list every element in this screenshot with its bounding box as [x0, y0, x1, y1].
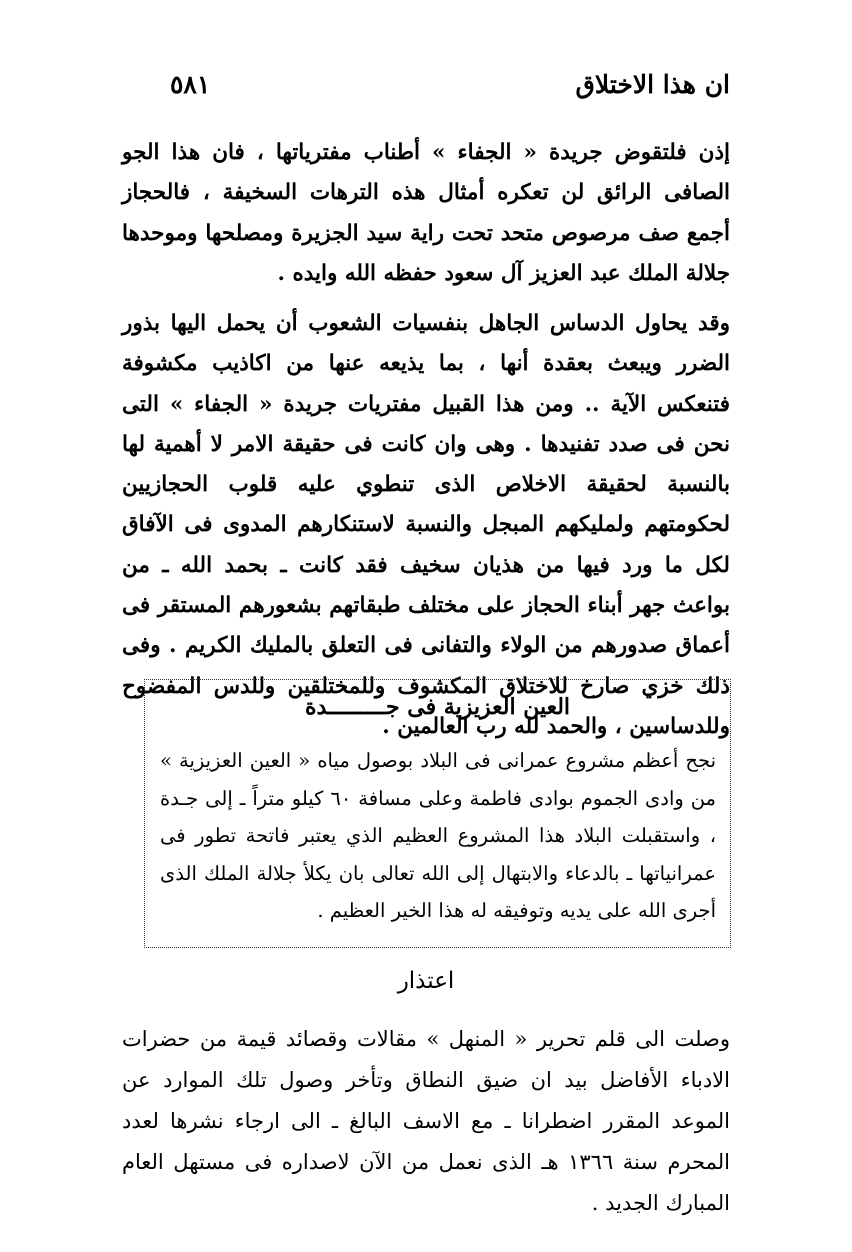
news-box	[144, 679, 731, 948]
running-title: ان هذا الاختلاق	[575, 69, 730, 99]
body-paragraph-1: إذن فلتقوض جريدة « الجفاء » أطناب مفترياتها ، فان هذا الجو الصافى الرائق لن تعكره أمثال هذه الترهات السخيفة ، فالحجاز أجمع صف مرصوص متحد تحت راية سيد الجزيرة ومصلحها وموحدها جلالة الملك عبد العزيز آل سعود حفظه الله وايده .	[122, 140, 730, 286]
news-box-title: العين العزيزية فى جـــــــــدة	[304, 694, 571, 720]
apology-paragraph: وصلت الى قلم تحرير « المنهل » مقالات وقصائد قيمة من حضرات الادباء الأفاضل بيد ان ضيق النطاق وتأخر وصول تلك الموارد عن الموعد المقرر اضطرانا ـ مع الاسف البالغ ـ الى ارجاء نشرها لعدد المحرم سنة ١٣٦٦ هـ الذى نعمل من الآن لاصداره فى مستهل العام المبارك الجديد .	[122, 1027, 730, 1215]
news-box-text: نجح أعظم مشروع عمرانى فى البلاد بوصول مياه « العين العزيزية » من وادى الجموم بوادى فاطمة وعلى مسافة ٦٠ كيلو متراً ـ إلى جـدة ، واستقبلت البلاد هذا المشروع العظيم الذي يعتبر فاتحة تطور فى عمرانياتها ـ بالدعاء والابتهال إلى الله تعالى بان يكلأ جلالة الملك الذى أجرى الله على يديه وتوفيقه له هذا الخير العظيم .	[160, 749, 716, 923]
body-paragraph-2: وقد يحاول الدساس الجاهل بنفسيات الشعوب أن يحمل اليها بذور الضرر ويبعث بعقدة أنها ، بما يذيعه عنها من اكاذيب مكشوفة فتنعكس الآية .. ومن هذا القبيل مفتريات جريدة « الجفاء » التى نحن فى صدد تفنيدها . وهى وان كانت فى حقيقة الامر لا أهمية لها بالنسبة لحقيقة الاخلاص الذى تنطوي عليه قلوب الحجازيين لحكومتهم ولمليكهم المبجل والنسبة لاستنكارهم المدوى فى الآفاق لكل ما ورد فيها من هذيان سخيف فقد كانت ـ بحمد الله ـ من بواعث جهر أبناء الحجاز على مختلف طبقاتهم بشعورهم المستقر فى أعماق صدورهم من الولاء والتفانى فى التعلق بالمليك الكريم . وفى ذلك خزي صارخ للاختلاق المكشوف وللمختلقين وللدس المفضوح وللدساسين ، والحمد لله رب العالمين .	[122, 311, 730, 739]
page-number: ٥٨١	[170, 69, 211, 99]
apology-heading: اعتذار	[397, 968, 455, 994]
running-header	[170, 64, 730, 104]
